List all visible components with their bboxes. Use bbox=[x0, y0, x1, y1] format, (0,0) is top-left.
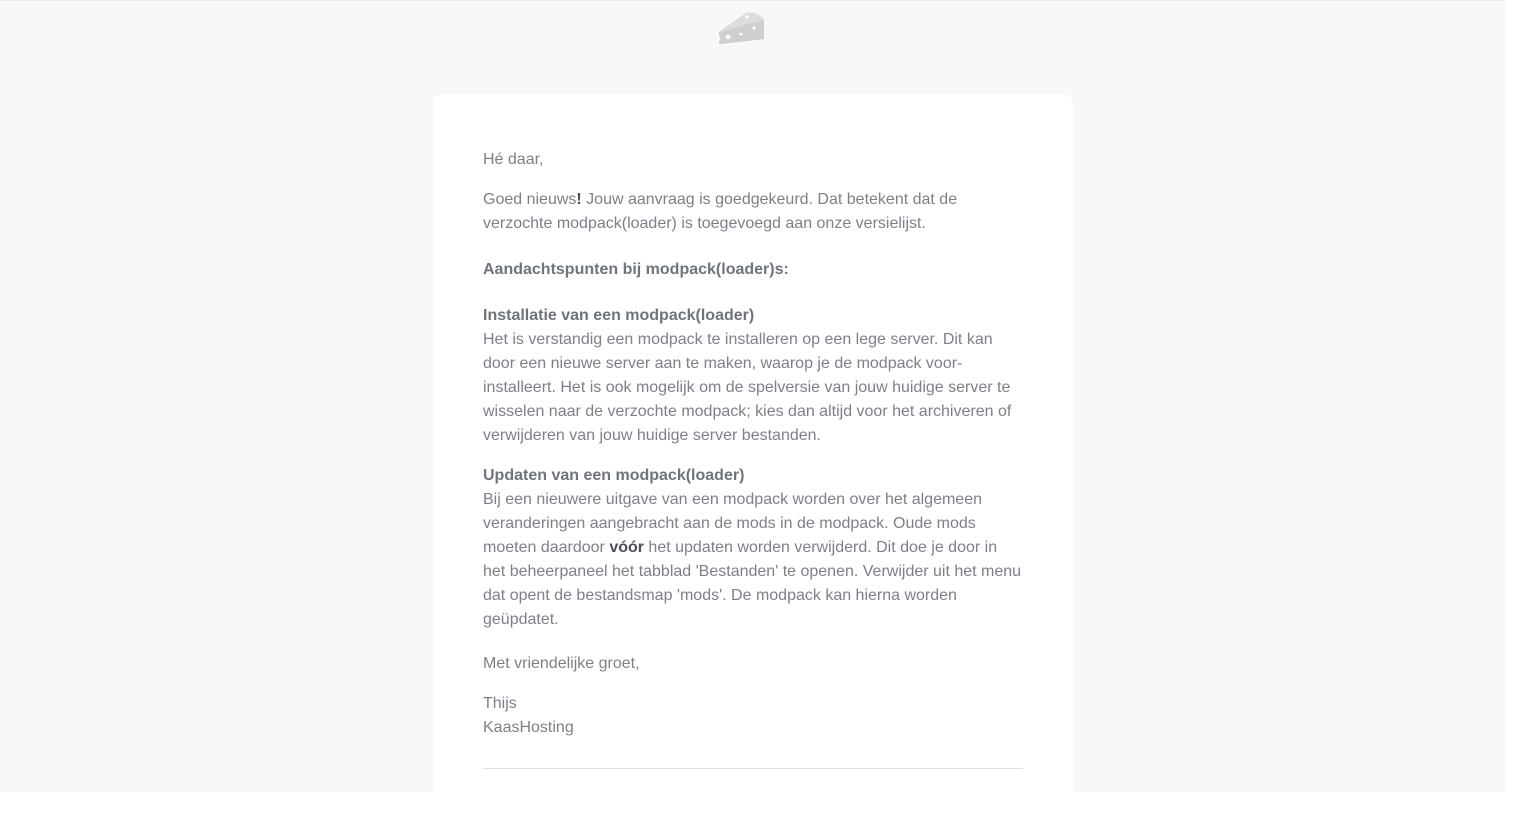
email-body bbox=[483, 148, 1023, 756]
footer-divider bbox=[483, 768, 1023, 769]
notes-heading: Aandachtspunten bij modpack(loader)s: bbox=[483, 261, 789, 278]
section-installation bbox=[483, 304, 1023, 448]
signature-name: Thijs bbox=[483, 695, 517, 712]
intro-text-end: Jouw aanvraag is goedgekeurd. Dat betekent dat de verzochte modpack(loader) is toegevoegd aan onze versielijst. bbox=[483, 191, 958, 232]
closing: Met vriendelijke groet, bbox=[483, 655, 640, 672]
greeting: Hé daar, bbox=[483, 151, 544, 168]
intro-exclamation: ! bbox=[576, 191, 582, 208]
section-title-updating: Updaten van een modpack(loader) bbox=[483, 467, 745, 484]
intro-paragraph bbox=[483, 188, 1023, 236]
section-body-installation: Het is verstandig een modpack te installeren op een lege server. Dit kan door een nieuwe server aan te maken, waarop je de modpack voor-installeert. Het is ook mogelijk om de spelversie van jouw huidige server te wisselen naar de verzochte modpack; kies dan altijd voor het archiveren of verwijderen van jouw huidige server bestanden. bbox=[483, 331, 1012, 444]
section-body-updating-end: het updaten worden verwijderd. Dit doe je door in het beheerpaneel het tabblad 'Bestanden' te openen. Verwijder uit het menu dat opent de bestandsmap 'mods'. De modpack kan hierna worden geüpdatet. bbox=[483, 539, 1022, 628]
section-updating bbox=[483, 464, 1023, 632]
section-title-installation: Installatie van een modpack(loader) bbox=[483, 307, 755, 324]
intro-text-start: Goed nieuws bbox=[483, 191, 577, 208]
notes-heading-wrap bbox=[483, 258, 1023, 282]
signature bbox=[483, 692, 1023, 740]
email-card bbox=[433, 94, 1073, 814]
section-body-updating-start: Bij een nieuwere uitgave van een modpack worden over het algemeen veranderingen aangebracht aan de mods in de modpack. Oude mods moeten daardoor bbox=[483, 491, 982, 556]
emphasis-before: vóór bbox=[609, 539, 644, 556]
signature-company: KaasHosting bbox=[483, 719, 574, 736]
cheese-icon bbox=[716, 10, 766, 48]
